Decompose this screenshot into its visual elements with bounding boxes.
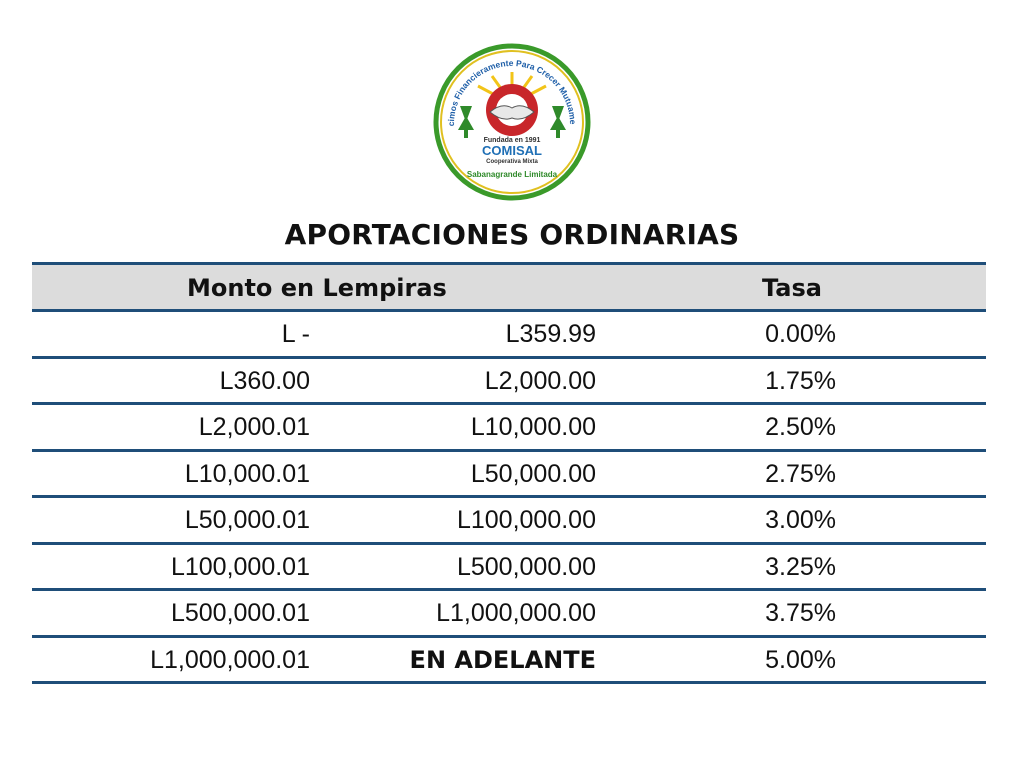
- header-amount: Monto en Lempiras: [187, 274, 447, 302]
- table-row: [32, 312, 986, 359]
- rates-table: [32, 262, 986, 684]
- rate: 3.25%: [765, 552, 836, 581]
- logo-founded: Fundada en 1991: [483, 137, 541, 144]
- amount-to: L10,000.00: [470, 413, 596, 441]
- amount-to: L500,000.00: [456, 552, 596, 581]
- amount-to: L50,000.00: [470, 459, 596, 488]
- table-row: [32, 591, 986, 638]
- table-row: [32, 545, 986, 592]
- rate: 2.50%: [765, 413, 836, 441]
- table-row: [32, 638, 986, 685]
- amount-to: L100,000.00: [456, 506, 596, 534]
- rate: 3.75%: [765, 599, 836, 627]
- table-row: [32, 452, 986, 499]
- table-row: [32, 498, 986, 545]
- rate: 3.00%: [765, 506, 836, 534]
- amount-from: L10,000.01: [184, 459, 310, 488]
- rate: 2.75%: [765, 459, 836, 488]
- rate: 1.75%: [765, 366, 836, 395]
- rate: 5.00%: [765, 645, 836, 674]
- amount-to: EN ADELANTE: [409, 645, 596, 674]
- logo-type: Cooperativa Mixta: [486, 159, 538, 165]
- amount-to: L2,000.00: [484, 366, 596, 395]
- amount-to: L1,000,000.00: [436, 599, 596, 627]
- amount-from: L50,000.01: [184, 506, 310, 534]
- amount-to: L359.99: [505, 320, 596, 348]
- header-rate: Tasa: [762, 274, 822, 302]
- amount-from: L -: [281, 320, 310, 348]
- table-row: [32, 359, 986, 406]
- amount-from: L1,000,000.01: [150, 645, 310, 674]
- rate: 0.00%: [765, 320, 836, 348]
- table-header: [32, 262, 986, 312]
- table-row: [32, 405, 986, 452]
- logo-top-text: cimos Financieramente Para Crecer Mutuame: [445, 57, 579, 127]
- page-title: APORTACIONES ORDINARIAS: [284, 218, 740, 251]
- amount-from: L2,000.01: [198, 413, 310, 441]
- amount-from: L500,000.01: [170, 599, 310, 627]
- logo-place: Sabanagrande Limitada: [466, 170, 558, 179]
- logo-name: COMISAL: [482, 143, 542, 158]
- amount-from: L360.00: [219, 366, 310, 395]
- amount-from: L100,000.01: [170, 552, 310, 581]
- comisal-logo: [432, 42, 592, 202]
